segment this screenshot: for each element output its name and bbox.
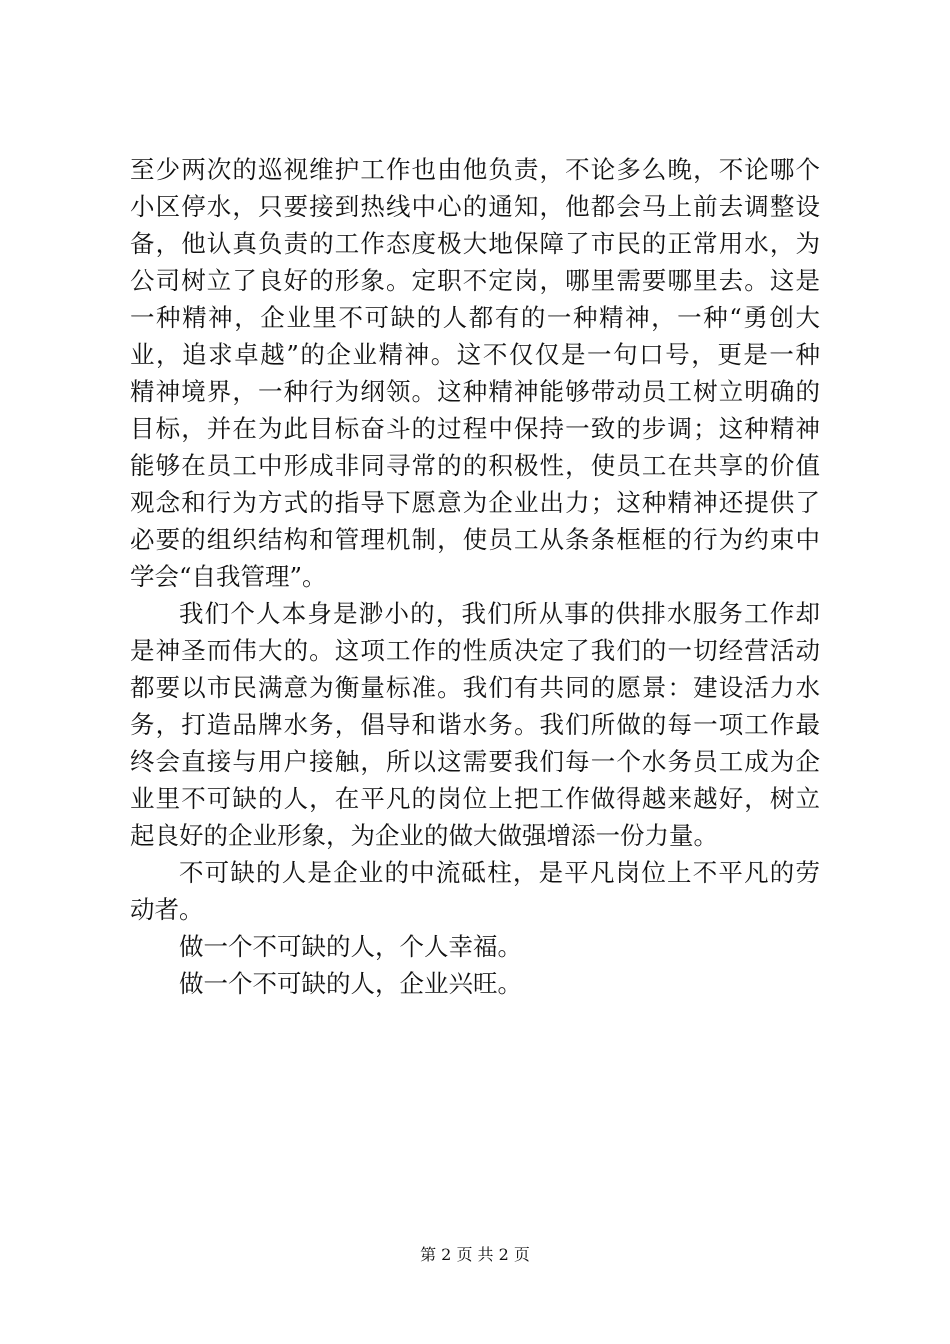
text-line: 终会直接与用户接触，所以这需要我们每一个水务员工成为企: [130, 747, 820, 776]
text-line: 是神圣而伟大的。这项工作的性质决定了我们的一切经营活动: [130, 636, 820, 665]
text-line: 观念和行为方式的指导下愿意为企业出力；这种精神还提供了: [130, 488, 820, 517]
text-line: 我们个人本身是渺小的，我们所从事的供排水服务工作却: [179, 599, 820, 628]
text-line: 起良好的企业形象，为企业的做大做强增添一份力量。: [130, 821, 718, 850]
text-line: 备，他认真负责的工作态度极大地保障了市民的正常用水，为: [130, 229, 820, 258]
text-line: 一种精神，企业里不可缺的人都有的一种精神，一种“勇创大: [130, 303, 820, 332]
text-line: 公司树立了良好的形象。定职不定岗，哪里需要哪里去。这是: [130, 266, 820, 295]
text-line: 业里不可缺的人，在平凡的岗位上把工作做得越来越好，树立: [130, 784, 820, 813]
text-line: 务，打造品牌水务，倡导和谐水务。我们所做的每一项工作最: [130, 710, 820, 739]
page-number-footer: 第 2 页 共 2 页: [420, 1245, 530, 1264]
text-line: 目标，并在为此目标奋斗的过程中保持一致的步调；这种精神: [130, 414, 820, 443]
text-line: 学会“自我管理”。: [130, 562, 327, 591]
text-line: 小区停水，只要接到热线中心的通知，他都会马上前去调整设: [130, 192, 820, 221]
text-line: 精神境界，一种行为纲领。这种精神能够带动员工树立明确的: [130, 377, 820, 406]
text-line: 做一个不可缺的人，企业兴旺。: [179, 969, 522, 998]
text-line: 能够在员工中形成非同寻常的的积极性，使员工在共享的价值: [130, 451, 820, 480]
text-line: 都要以市民满意为衡量标准。我们有共同的愿景：建设活力水: [130, 673, 820, 702]
text-line: 业，追求卓越”的企业精神。这不仅仅是一句口号，更是一种: [130, 340, 820, 369]
text-line: 至少两次的巡视维护工作也由他负责，不论多么晚，不论哪个: [130, 155, 820, 184]
text-line: 必要的组织结构和管理机制，使员工从条条框框的行为约束中: [130, 525, 820, 554]
text-line: 做一个不可缺的人，个人幸福。: [179, 932, 522, 961]
document-body: [130, 151, 820, 1002]
text-line: 动者。: [130, 895, 204, 924]
text-line: 不可缺的人是企业的中流砥柱，是平凡岗位上不平凡的劳: [179, 858, 820, 887]
